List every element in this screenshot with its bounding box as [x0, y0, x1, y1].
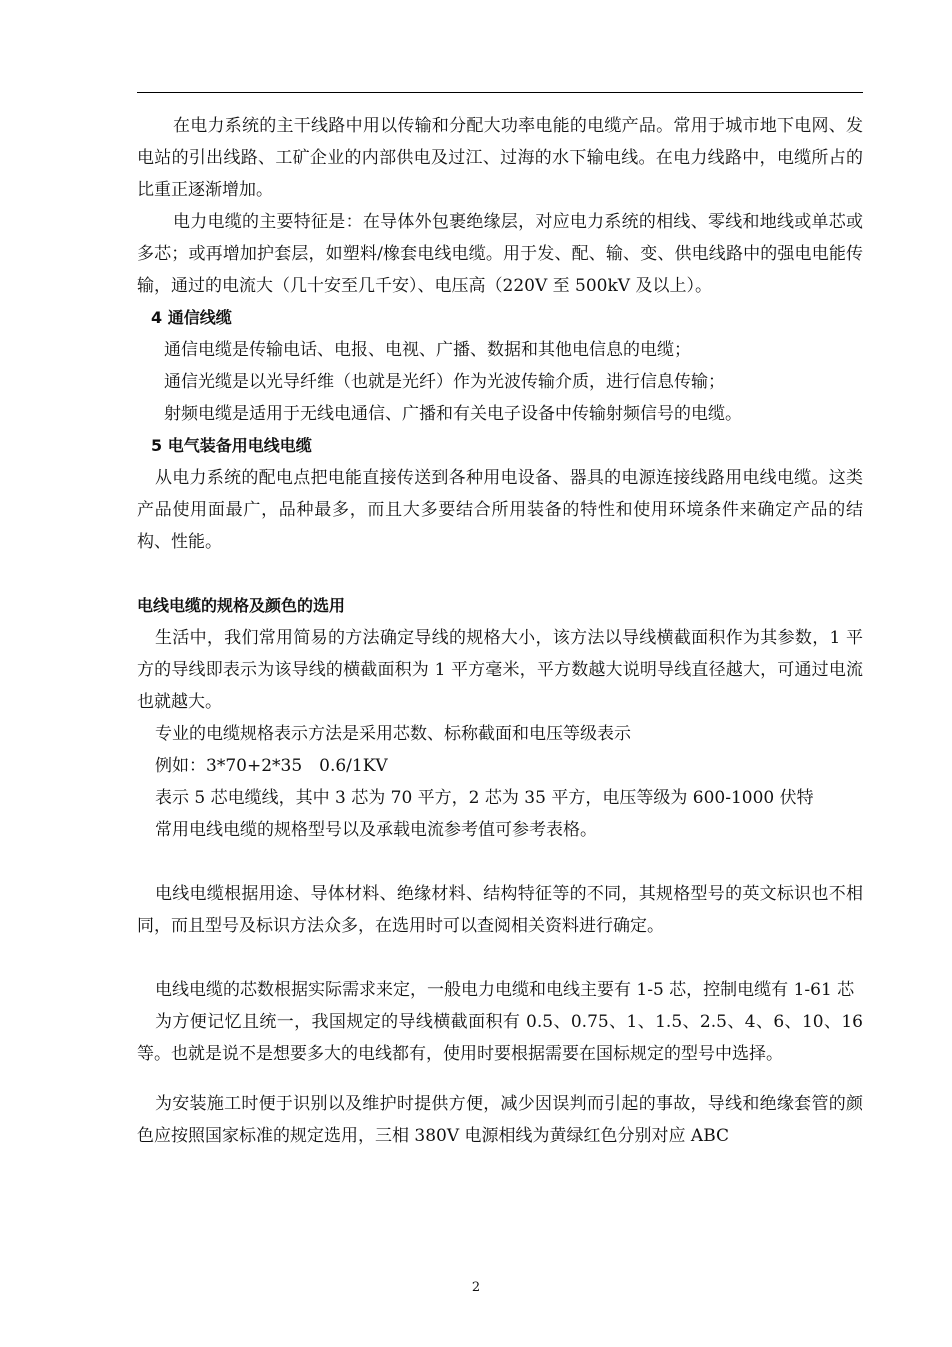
- paragraph: 在电力系统的主干线路中用以传输和分配大功率电能的电缆产品。常用于城市地下电网、发电站的引出线路、工矿企业的内部供电及过江、过海的水下输电线。在电力线路中，电缆所占的比重正逐渐增加。: [137, 116, 863, 200]
- paragraph: 专业的电缆规格表示方法是采用芯数、标称截面和电压等级表示: [155, 724, 631, 744]
- spacer: [137, 1070, 863, 1088]
- paragraph: 例如：3*70+2*35 0.6/1KV: [155, 756, 388, 776]
- subheading: 5 电气装备用电线电缆: [151, 436, 312, 455]
- paragraph: 射频电缆是适用于无线电通信、广播和有关电子设备中传输射频信号的电缆。: [164, 404, 742, 424]
- paragraph: 为安装施工时便于识别以及维护时提供方便，减少因误判而引起的事故，导线和绝缘套管的颜色应按照国家标准的规定选用，三相 380V 电源相线为黄绿红色分别对应 ABC: [137, 1094, 863, 1146]
- paragraph: 电力电缆的主要特征是：在导体外包裹绝缘层，对应电力系统的相线、零线和地线或单芯或多芯；或再增加护套层，如塑料/橡套电线电缆。用于发、配、输、变、供电线路中的强电电能传输，通过的电流大（几十安至几千安）、电压高（220V 至 500kV 及以上）。: [137, 212, 863, 296]
- paragraph: 生活中，我们常用简易的方法确定导线的规格大小，该方法以导线横截面积作为其参数，1 平方的导线即表示为该导线的横截面积为 1 平方毫米，平方数越大说明导线直径越大，可通过电流也就越大。: [137, 628, 863, 712]
- spacer: [137, 846, 863, 878]
- paragraph: 为方便记忆且统一，我国规定的导线横截面积有 0.5、0.75、1、1.5、2.5、4、6、10、16 等。也就是说不是想要多大的电线都有，使用时要根据需要在国标规定的型号中选择。: [137, 1012, 863, 1064]
- paragraph: 常用电线电缆的规格型号以及承载电流参考值可参考表格。: [155, 820, 597, 840]
- page-body: [137, 110, 863, 1152]
- spacer: [137, 558, 863, 590]
- spacer: [137, 942, 863, 974]
- paragraph: 通信电缆是传输电话、电报、电视、广播、数据和其他电信息的电缆；: [164, 340, 691, 360]
- paragraph: 从电力系统的配电点把电能直接传送到各种用电设备、器具的电源连接线路用电线电缆。这类产品使用面最广，品种最多，而且大多要结合所用装备的特性和使用环境条件来确定产品的结构、性能。: [137, 468, 863, 552]
- paragraph: 通信光缆是以光导纤维（也就是光纤）作为光波传输介质，进行信息传输；: [164, 372, 725, 392]
- paragraph: 电线电缆根据用途、导体材料、绝缘材料、结构特征等的不同，其规格型号的英文标识也不相同，而且型号及标识方法众多，在选用时可以查阅相关资料进行确定。: [137, 884, 863, 936]
- header-rule: [137, 92, 863, 93]
- paragraph: 表示 5 芯电缆线，其中 3 芯为 70 平方，2 芯为 35 平方，电压等级为 600-1000 伏特: [155, 788, 814, 808]
- page-number: 2: [471, 1280, 481, 1295]
- subheading: 4 通信线缆: [151, 308, 232, 327]
- section-heading: 电线电缆的规格及颜色的选用: [137, 596, 346, 615]
- paragraph: 电线电缆的芯数根据实际需求来定，一般电力电缆和电线主要有 1-5 芯，控制电缆有 1-61 芯: [155, 980, 855, 1000]
